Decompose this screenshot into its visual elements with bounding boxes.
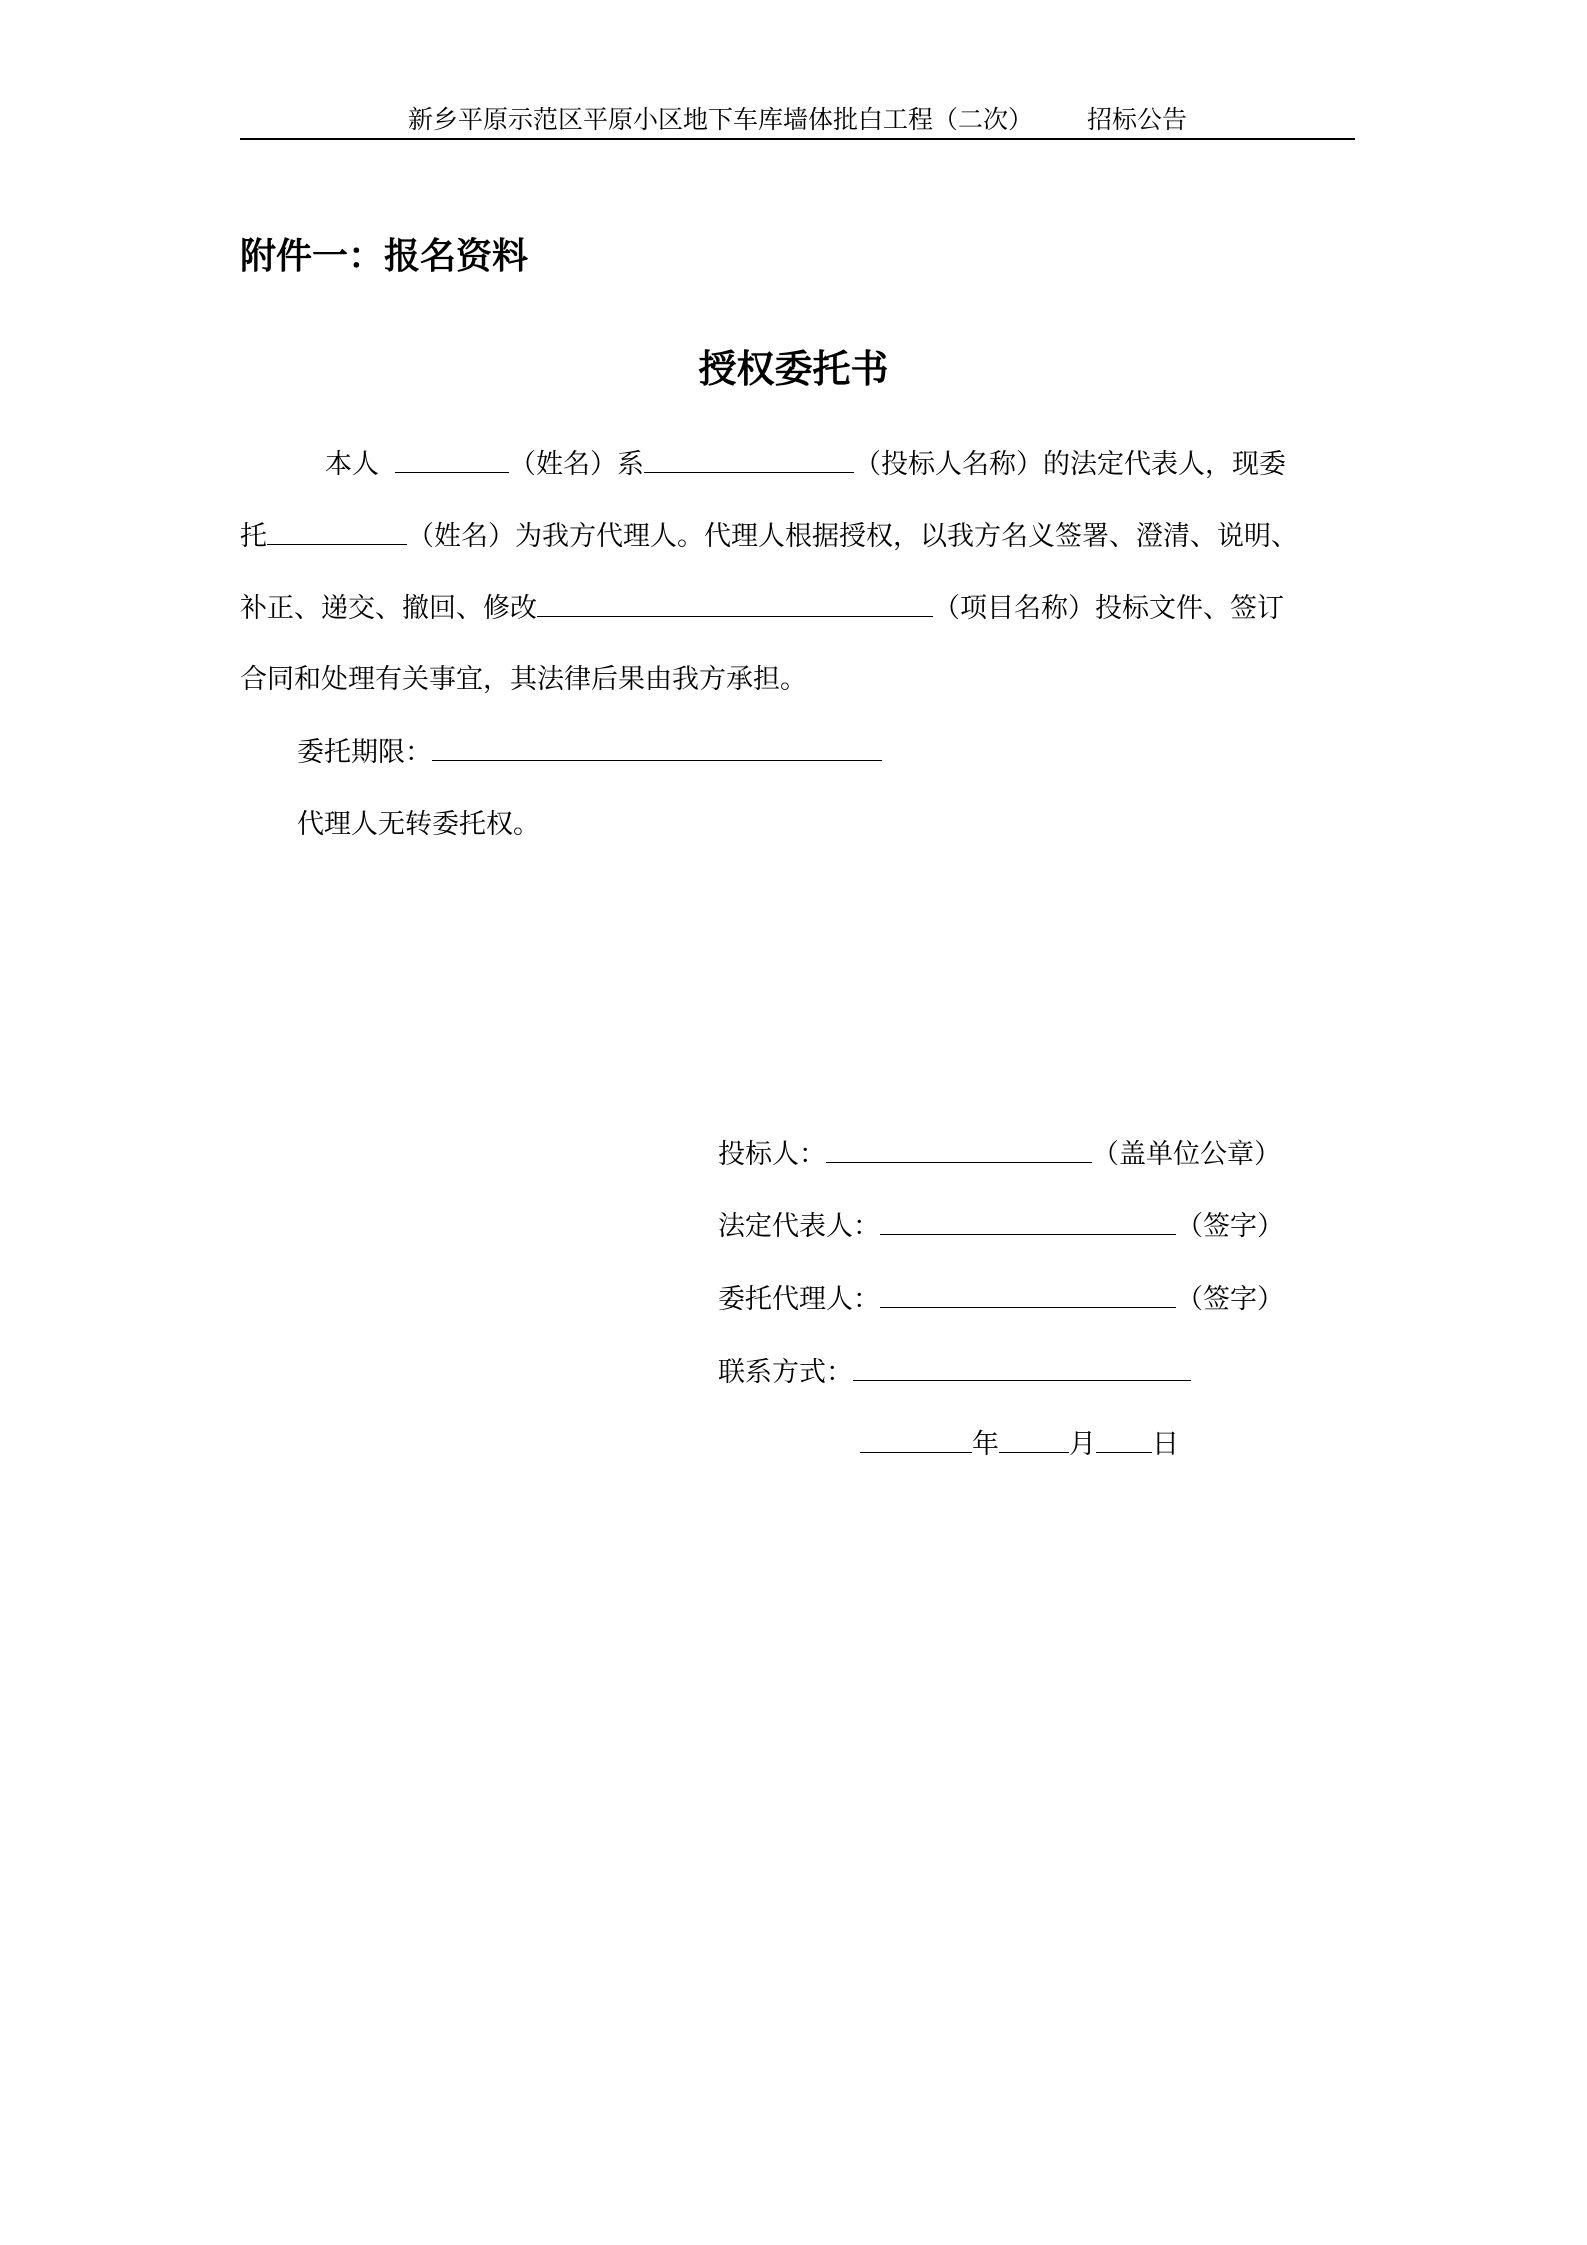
agent-note: （签字） — [1176, 1284, 1284, 1315]
term-line — [297, 734, 882, 771]
appendix-title: 附件一：报名资料 — [240, 236, 529, 277]
blank-agent-signature[interactable] — [880, 1281, 1176, 1308]
no-sub-delegation — [297, 807, 540, 843]
body-line-2 — [240, 518, 1298, 555]
blank-contact[interactable] — [853, 1354, 1191, 1381]
blank-agent-name[interactable] — [267, 518, 407, 545]
contact-line — [718, 1354, 1191, 1391]
day-label: 日 — [1152, 1429, 1179, 1460]
legal-rep-line — [718, 1208, 1284, 1245]
text-project-note: （项目名称）投标文件、签订 — [933, 593, 1284, 624]
contact-label: 联系方式： — [718, 1357, 853, 1388]
bidder-label: 投标人： — [718, 1139, 826, 1170]
text-no-sub: 代理人无转委托权。 — [297, 809, 540, 840]
blank-project-name[interactable] — [537, 590, 933, 617]
header-rule — [240, 138, 1355, 140]
header-doc-type: 招标公告 — [1087, 105, 1188, 134]
text-name-note: （姓名）系 — [509, 449, 644, 480]
text-entrust: 托 — [240, 521, 267, 552]
body-line-1 — [325, 446, 1286, 483]
body-line-3 — [240, 590, 1284, 627]
text-actions: 补正、递交、撤回、修改 — [240, 593, 537, 624]
document-title: 授权委托书 — [698, 347, 889, 391]
year-label: 年 — [972, 1429, 999, 1460]
blank-bidder-seal[interactable] — [826, 1136, 1092, 1163]
blank-legal-rep-signature[interactable] — [880, 1208, 1176, 1235]
blank-month[interactable] — [999, 1426, 1069, 1453]
blank-day[interactable] — [1096, 1426, 1152, 1453]
text-self: 本人 — [325, 449, 379, 480]
page-header — [240, 96, 1355, 140]
date-line — [860, 1426, 1179, 1463]
text-consequence: 合同和处理有关事宜，其法律后果由我方承担。 — [240, 664, 807, 695]
blank-year[interactable] — [860, 1426, 972, 1453]
blank-term[interactable] — [432, 734, 882, 761]
blank-principal-name[interactable] — [395, 446, 509, 473]
bidder-note: （盖单位公章） — [1092, 1139, 1281, 1170]
text-agent-note: （姓名）为我方代理人。代理人根据授权，以我方名义签署、澄清、说明、 — [407, 521, 1298, 552]
month-label: 月 — [1069, 1429, 1096, 1460]
body-line-4 — [240, 662, 807, 698]
legal-rep-label: 法定代表人： — [718, 1211, 880, 1242]
header-text — [240, 100, 1355, 136]
term-label: 委托期限： — [297, 737, 432, 768]
agent-line — [718, 1281, 1284, 1318]
header-project: 新乡平原示范区平原小区地下车库墙体批白工程（二次） — [407, 105, 1033, 134]
blank-bidder-name[interactable] — [644, 446, 854, 473]
legal-rep-note: （签字） — [1176, 1211, 1284, 1242]
bidder-line — [718, 1136, 1281, 1173]
text-bidder-note: （投标人名称）的法定代表人，现委 — [854, 449, 1286, 480]
agent-label: 委托代理人： — [718, 1284, 880, 1315]
